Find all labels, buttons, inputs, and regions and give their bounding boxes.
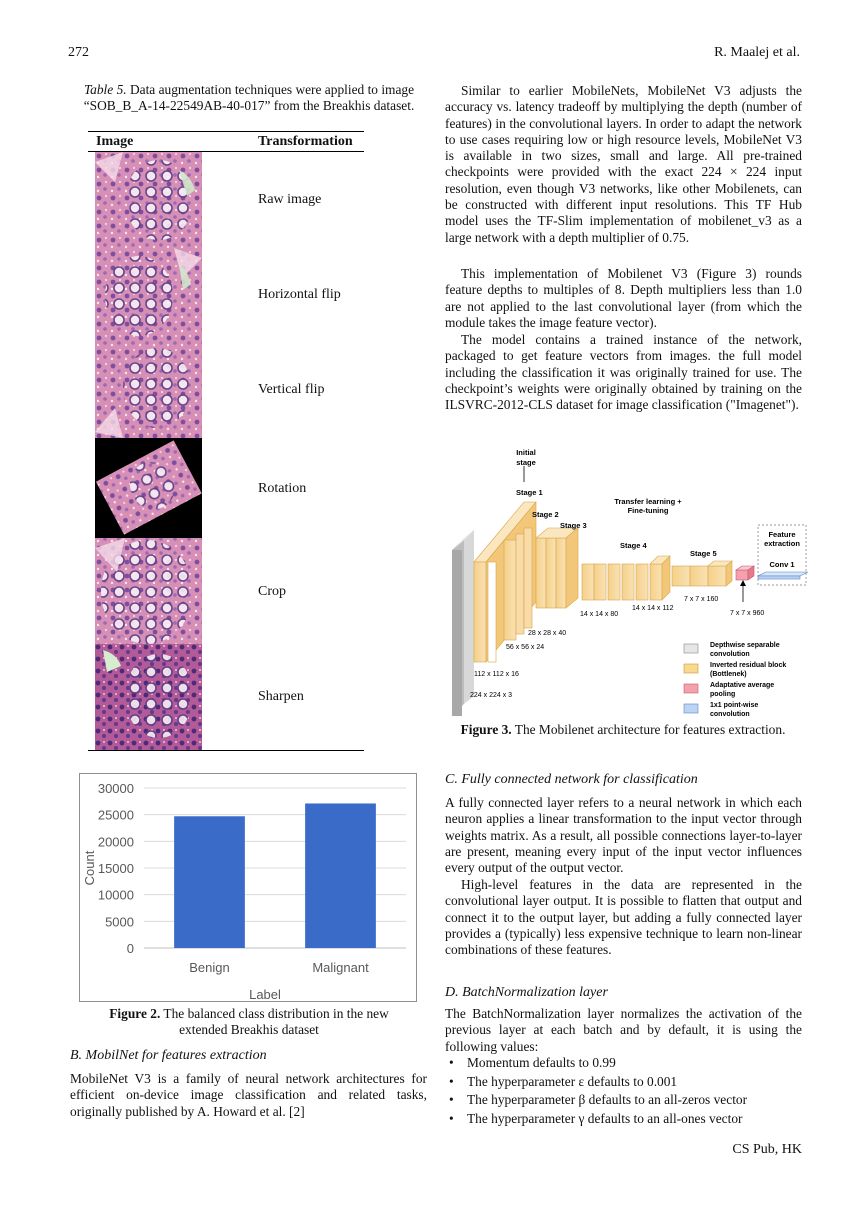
figure3-legend — [684, 642, 786, 718]
table5-col-image: Image — [96, 134, 134, 149]
dim-7x960: 7 x 7 x 960 — [730, 610, 765, 617]
thumb-vertical-flip — [95, 344, 202, 438]
y-axis-title: Count — [82, 850, 97, 886]
table5-caption — [70, 82, 428, 114]
right-para3: The model contains a trained instance of the network, packaged to get feature vectors from images. the full model including the classification it was originally trained for use. The checkpoint’s weights were originally obtained by training on the ILSVRC-2012-CLS dataset for image classification ("Imagenet"). — [445, 332, 802, 413]
transfer-label-line2: Fine-tuning — [627, 506, 669, 515]
x-tick-label: Benign — [189, 960, 230, 975]
legend-pooling-line2: pooling — [710, 691, 736, 698]
stage5-block — [672, 561, 732, 586]
feature-extraction-label-line2: extraction — [764, 539, 800, 548]
legend-swatch-bottleneck — [684, 664, 698, 673]
legend-pointwise-line2: convolution — [710, 711, 750, 718]
legend-depthwise-line1: Depthwise separable — [710, 642, 780, 649]
section-d-bullets — [445, 1054, 802, 1128]
legend-swatch-pointwise — [684, 704, 698, 713]
stage5-label: Stage 5 — [690, 549, 717, 558]
table5-row-horizontal-flip: Horizontal flip — [258, 287, 341, 302]
dim-14x80: 14 x 14 x 80 — [580, 611, 619, 618]
thumb-horizontal-flip — [95, 248, 202, 344]
initial-stage-block — [452, 530, 474, 716]
section-c-heading: C. Fully connected network for classification — [445, 772, 698, 787]
y-tick-label: 20000 — [97, 834, 134, 850]
figure2-caption — [86, 1006, 412, 1039]
bar-malignant — [305, 803, 376, 948]
section-b-para1: MobileNet V3 is a family of neural network architectures for efficient on-device image classification and related tasks, originally published by A. Howard et al. [2] — [70, 1071, 427, 1119]
figure2-chart-frame — [79, 773, 417, 1002]
thumb-rotation — [95, 438, 202, 538]
dim-224: 224 x 224 x 3 — [470, 692, 513, 699]
table5-caption-text: Data augmentation techniques were applied to image “SOB_B_A-14-22549AB-40-017” from the Breakhis dataset. — [83, 82, 415, 113]
stage4-block — [582, 556, 670, 600]
stage3-block — [536, 528, 578, 608]
legend-depthwise-line2: convolution — [710, 651, 750, 658]
figure3-caption-label: Figure 3. — [460, 722, 512, 737]
dim-7x160: 7 x 7 x 160 — [684, 596, 719, 603]
legend-swatch-depthwise — [684, 644, 698, 653]
dim-14x112: 14 x 14 x 112 — [632, 605, 674, 612]
stage2-block — [504, 528, 532, 640]
list-item: • The hyperparameter γ defaults to an all-ones vector — [445, 1110, 802, 1129]
legend-bottleneck-line2: (Bottlenek) — [710, 671, 747, 678]
feature-extraction-label-line1: Feature — [768, 530, 796, 539]
table5-col-transformation: Transformation — [258, 134, 353, 149]
section-b-heading: B. MobilNet for features extraction — [70, 1048, 267, 1063]
y-tick-label: 0 — [126, 941, 134, 956]
figure2-bar-chart — [80, 774, 416, 1001]
thumb-sharpen — [95, 644, 202, 750]
conv1-block — [758, 572, 808, 579]
footer-publisher: CS Pub, HK — [732, 1142, 802, 1157]
right-para2: This implementation of Mobilenet V3 (Figure 3) rounds feature depths to multiples of 8. Depth multipliers less than 1.0 are not applied to the last convolutional layer (from which the module takes the image feature vector). — [445, 266, 802, 330]
y-tick-label: 5000 — [105, 914, 134, 930]
thumb-raw — [95, 152, 202, 248]
figure2-caption-label: Figure 2. — [109, 1006, 161, 1021]
y-tick-label: 15000 — [97, 861, 134, 876]
figure3-architecture-diagram — [444, 442, 814, 720]
figure3-caption-text: The Mobilenet architecture for features extraction. — [511, 722, 786, 737]
legend-bottleneck-line1: Inverted residual block — [710, 662, 787, 669]
figure2-caption-text: The balanced class distribution in the new extended Breakhis dataset — [160, 1006, 389, 1038]
stage1-label: Stage 1 — [516, 488, 543, 497]
legend-pooling-line1: Adaptative average — [710, 682, 775, 689]
bar-benign — [174, 816, 245, 948]
stage3-label: Stage 3 — [560, 521, 587, 530]
table5-row-crop: Crop — [258, 584, 286, 599]
stage2-label: Stage 2 — [532, 510, 559, 519]
right-para1: Similar to earlier MobileNets, MobileNet V3 adjusts the accuracy vs. latency tradeoff by multiplying the depth (number of features) in the convolutional layers. In order to adapt the network to use cases requiring low or high resource levels, MobileNet V3 is available in two sizes, small and large. All pre-trained checkpoints were provided with the exact 224 × 224 input resolution, even though V3 networks, like other Mobilenets, can be constructed with different input resolutions. This TF Hub model uses the TF-Slim implementation of mobilenet_v3 as a large network with a depth multiplier of 0.75. — [445, 83, 802, 245]
y-tick-label: 10000 — [97, 887, 134, 903]
running-authors: R. Maalej et al. — [714, 45, 800, 60]
stage4-label: Stage 4 — [620, 541, 647, 550]
x-tick-label: Malignant — [312, 960, 369, 975]
thumb-crop — [95, 538, 202, 644]
page-number: 272 — [68, 45, 89, 60]
section-d-heading: D. BatchNormalization layer — [445, 985, 608, 1000]
legend-pointwise-line1: 1x1 point-wise — [710, 702, 759, 709]
table5-caption-label: Table 5. — [83, 82, 127, 97]
transfer-label-line1: Transfer learning + — [614, 497, 682, 506]
list-item: • The hyperparameter ε defaults to 0.001 — [445, 1073, 802, 1092]
table5-row-vertical-flip: Vertical flip — [258, 382, 325, 397]
table5-bottom-rule — [88, 750, 364, 751]
list-item: • Momentum defaults to 0.99 — [445, 1054, 802, 1073]
y-tick-label: 30000 — [97, 781, 134, 796]
initial-stage-label-line1: Initial — [516, 448, 536, 457]
section-d-para1: The BatchNormalization layer normalizes the activation of the previous layer at each batch and by default, it is using the following values: — [445, 1006, 802, 1054]
table5-row-raw: Raw image — [258, 192, 322, 207]
table5-top-rule — [88, 131, 364, 132]
dim-112: 112 x 112 x 16 — [474, 671, 519, 678]
section-c-para1: A fully connected layer refers to a neural network in which each neuron applies a linear transformation to the input vector through weights matrix. As a result, all possible connections layer-to-layer are present, meaning every input of the input vector influences every output of the output vector. — [445, 795, 802, 876]
table5-image-column — [95, 152, 202, 750]
dim-56: 56 x 56 x 24 — [506, 644, 545, 651]
dim-28: 28 x 28 x 40 — [528, 630, 567, 637]
pooling-block — [736, 566, 754, 580]
x-axis-title: Label — [249, 987, 281, 1001]
table5-row-rotation: Rotation — [258, 481, 307, 496]
figure3-caption — [444, 722, 802, 738]
legend-swatch-pooling — [684, 684, 698, 693]
conv1-label: Conv 1 — [769, 560, 795, 569]
table5-row-sharpen: Sharpen — [258, 689, 304, 704]
initial-stage-label-line2: stage — [516, 458, 536, 467]
list-item: • The hyperparameter β defaults to an all-zeros vector — [445, 1091, 802, 1110]
section-c-para2: High-level features in the data are represented in the convolutional layer output. It is possible to flatten that output and connect it to the output layer, but adding a fully connected layer provides a (typically) less expensive technique to learn non-linear combinations of these features. — [445, 877, 802, 958]
y-tick-label: 25000 — [97, 807, 134, 823]
